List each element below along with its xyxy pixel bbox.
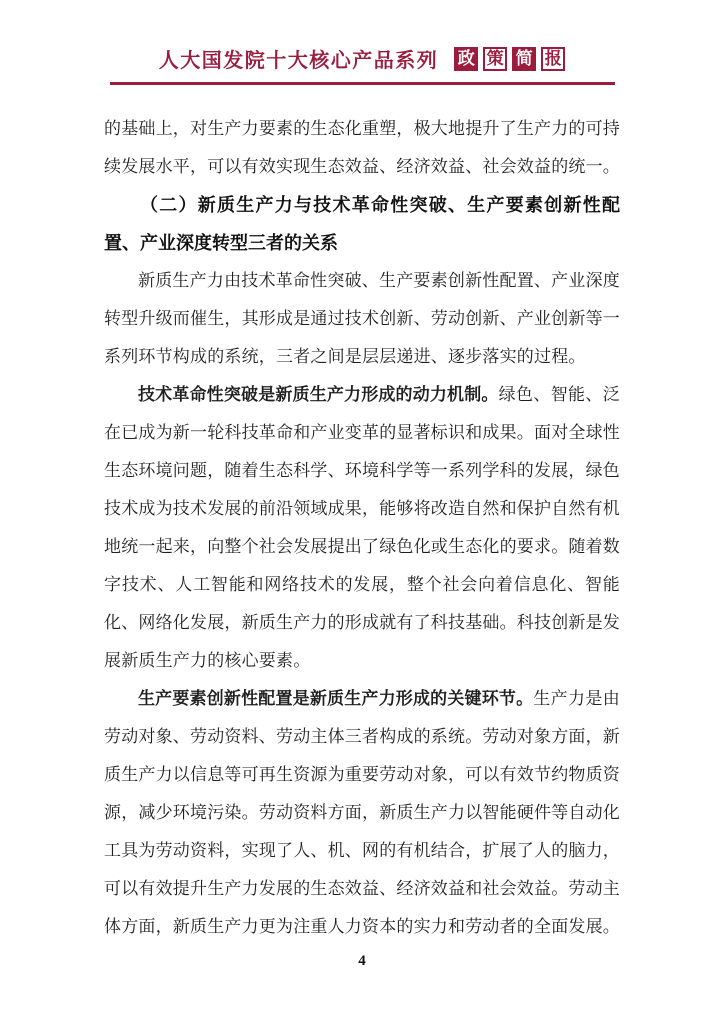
paragraph-lead-bold: 生产要素创新性配置是新质生产力形成的关键环节。 (138, 689, 534, 708)
paragraph-text: 生产力是由劳动对象、劳动资料、劳动主体三者构成的系统。劳动对象方面，新质生产力以信息等可再生资源为重要劳动对象，可以有效节约物质资源，减少环境污染。劳动资料方面，新质生产力以智能硬件等自动化工具为劳动资料，实现了人、机、网的有机结合，扩展了人的脑力，可以有效提升生产力发展的生态效益、经济效益和社会效益。劳动主体方面，新质生产力更为注重人力资本的实力和劳动者的全面发展。 (104, 689, 621, 936)
section-heading: （二）新质生产力与技术革命性突破、生产要素创新性配置、产业深度转型三者的关系 (104, 195, 620, 253)
page-header (0, 0, 724, 85)
page-footer (0, 952, 724, 970)
badge-char-jian: 简 (512, 47, 536, 71)
policy-brief-badges (454, 47, 565, 71)
badge-char-ce: 策 (483, 47, 507, 71)
header-row (0, 44, 724, 73)
badge-char-zheng: 政 (454, 47, 478, 71)
paragraph-tech-breakthrough (104, 376, 620, 680)
page-number: 4 (358, 953, 366, 969)
paragraph-lead-bold: 技术革命性突破是新质生产力形成的动力机制。 (138, 385, 499, 404)
badge-char-bao: 报 (541, 47, 565, 71)
paragraph-text: 绿色、智能、泛在已成为新一轮科技革命和产业变革的显著标识和成果。面对全球性生态环境问题，随着生态科学、环境科学等一系列学科的发展，绿色技术成为技术发展的前沿领域成果，能够将改造自然和保护自然有机地统一起来，向整个社会发展提出了绿色化或生态化的要求。随着数字技术、人工智能和网络技术的发展，整个社会向着信息化、智能化、网络化发展，新质生产力的形成就有了科技基础。科技创新是发展新质生产力的核心要素。 (104, 385, 620, 670)
series-title: 人大国发院十大核心产品系列 (158, 50, 439, 72)
paragraph-overview: 新质生产力由技术革命性突破、生产要素创新性配置、产业深度转型升级而催生，其形成是通过技术创新、劳动创新、产业创新等一系列环节构成的系统，三者之间是层层递进、逐步落实的过程。 (104, 271, 620, 366)
paragraph-factor-allocation (104, 680, 620, 946)
paragraph-continuation: 的基础上，对生产力要素的生态化重塑，极大地提升了生产力的可持续发展水平，可以有效实现生态效益、经济效益、社会效益的统一。 (104, 119, 620, 176)
document-body (104, 110, 620, 946)
header-divider-line (110, 82, 615, 85)
